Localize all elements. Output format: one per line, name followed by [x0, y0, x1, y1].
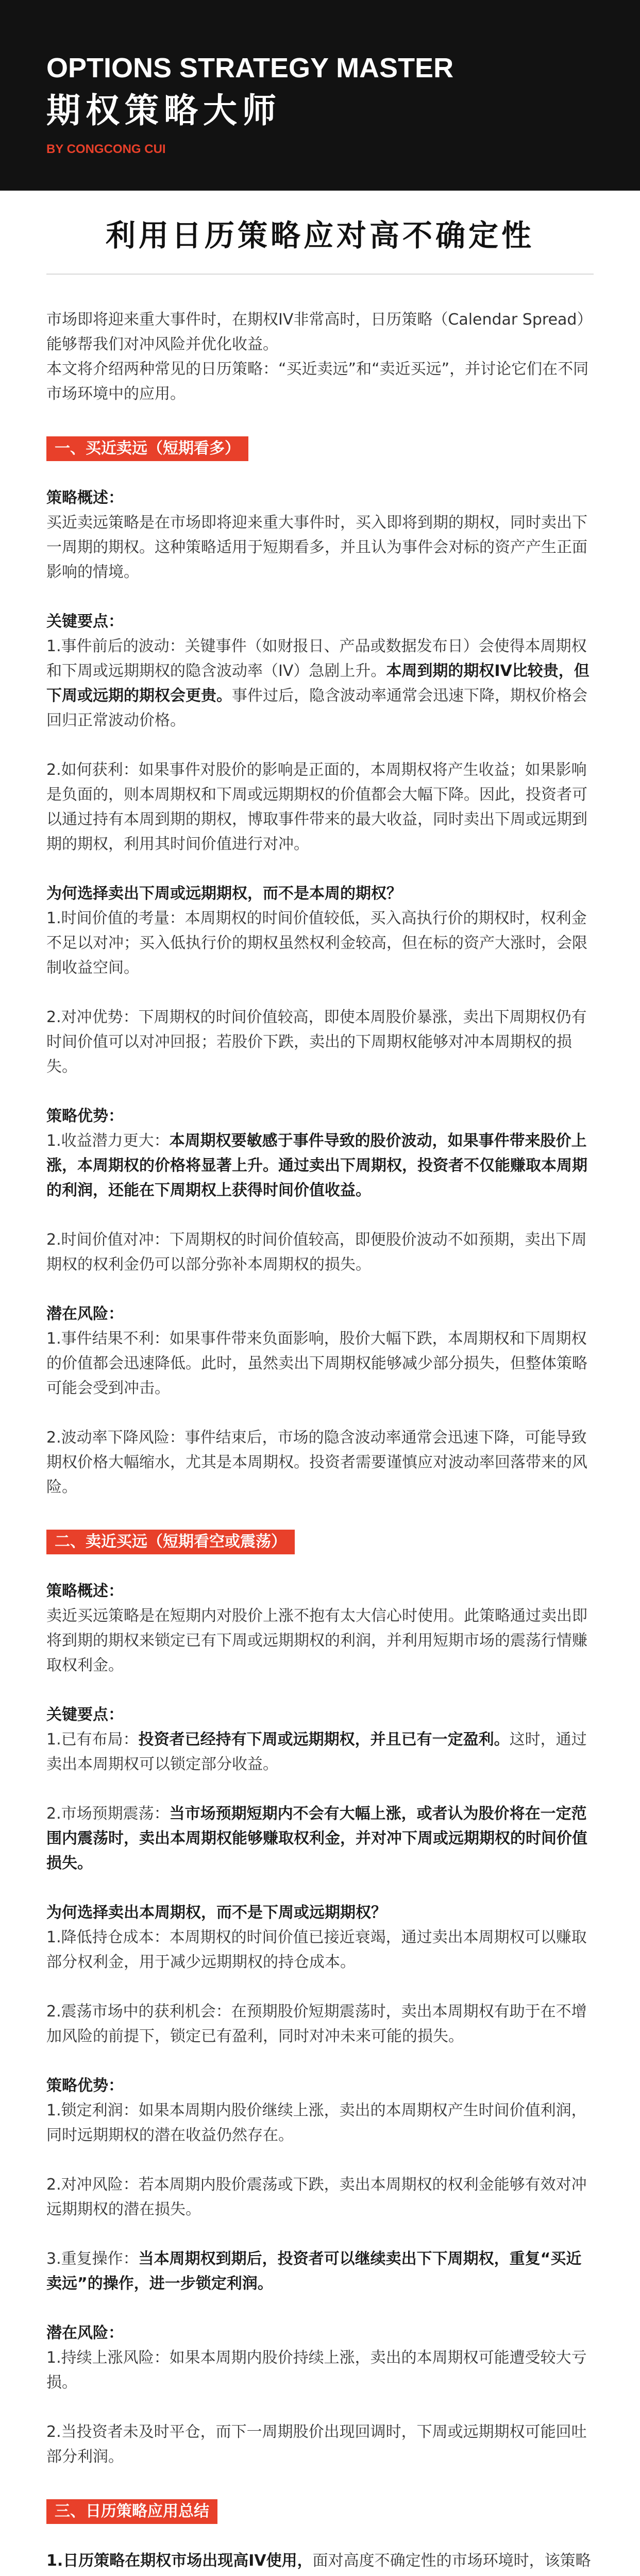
s1-kp-title: 关键要点： [46, 613, 124, 631]
s1-def-text: 买近卖远策略是在市场即将迎来重大事件时，买入即将到期的期权，同时卖出下一周期的期权。这种策略适用于短期看多，并且认为事件会对标的资产产生正面影响的情境。 [46, 514, 587, 582]
s2-kp1-a: 1.已有布局： [46, 1731, 139, 1749]
s1-kp1-b: 本周到期的期权IV比较贵，但下周或远期的期权会更贵。 [46, 662, 590, 705]
s1-adv1-b: 本周期权要敏感于事件导致的股价波动，如果事件带来股价上涨，本周期权的价格将显著上升。通过卖出下周期权，投资者不仅能赚取本周期的利润，还能在下周期权上获得时间价值收益。 [46, 1132, 587, 1200]
s1-risks [46, 1302, 594, 1500]
s2-risk2: 2.当投资者未及时平仓，而下一周期股价出现回调时，下周或远期期权可能回吐部分利润。 [46, 2423, 587, 2466]
s2-kp2-b: 当市场预期短期内不会有大幅上涨，或者认为股价将在一定范围内震荡时，卖出本周期权能够赚取权利金，并对冲下周或远期期权的时间价值损失。 [46, 1805, 587, 1873]
s2-adv2: 2.对冲风险：若本周期内股价震荡或下跌，卖出本周期权的权利金能够有效对冲远期期权的潜在损失。 [46, 2176, 587, 2219]
s1-def-title: 策略概述： [46, 489, 124, 507]
s1-risk2: 2.波动率下降风险：事件结束后，市场的隐含波动率通常会迅速下降，可能导致期权价格大幅缩水，尤其是本周期权。投资者需要谨慎应对波动率回落带来的风险。 [46, 1429, 587, 1497]
s1-kp2: 2.如何获利：如果事件对股价的影响是正面的，本周期权将产生收益；如果影响是负面的，则本周期权和下周或远期期权的价值都会大幅下降。因此，投资者可以通过持有本周到期的期权，博取事件带来的最大收益，同时卖出下周或远期到期的期权，利用其时间价值进行对冲。 [46, 761, 587, 854]
s1-risk-title: 潜在风险： [46, 1305, 124, 1324]
s3-p1-b: 面对高度不确定性的市场环境时，该策略 [312, 2552, 591, 2570]
s2-definition [46, 1579, 594, 1678]
s1-advantages [46, 1104, 594, 1277]
s1-adv1-a: 1.收益潜力更大： [46, 1132, 170, 1150]
s2-why [46, 1901, 594, 2049]
intro-line-1: 市场即将迎来重大事件时，在期权IV非常高时，日历策略（Calendar Spread）能够帮我们对冲风险并优化收益。 [46, 311, 593, 354]
s1-adv1 [46, 1129, 594, 1203]
s2-adv-title: 策略优势： [46, 2077, 124, 2095]
s2-adv3 [46, 2247, 594, 2296]
s1-adv2: 2.时间价值对冲：下周期权的时间价值较高，即便股价波动不如预期，卖出下周期权的权利金仍可以部分弥补本周期权的损失。 [46, 1231, 587, 1274]
s1-why2: 2.对冲优势：下周期权的时间价值较高，即使本周股价暴涨，卖出下周期权仍有时间价值可以对冲回报；若股价下跌，卖出的下周期权能够对冲本周期权的损失。 [46, 1008, 587, 1076]
s2-def-title: 策略概述： [46, 1582, 124, 1601]
s2-kp1 [46, 1727, 594, 1777]
s1-definition [46, 486, 594, 585]
s2-kp1-c: 这时，通过卖出本周期权可以锁定部分收益。 [46, 1731, 587, 1774]
s3-p1-a: 1.日历策略在期权市场出现高IV使用， [46, 2552, 313, 2570]
s2-kp-title: 关键要点： [46, 1706, 124, 1724]
article-title-block [0, 191, 640, 275]
s2-risks [46, 2321, 594, 2469]
s1-risk1: 1.事件结果不利：如果事件带来负面影响，股价大幅下跌，本周期权和下周期权的价值都会迅速降低。此时，虽然卖出下周期权能够减少部分损失，但整体策略可能会受到冲击。 [46, 1330, 587, 1398]
intro-line-2: 本文将介绍两种常见的日历策略：“买近卖远”和“卖近买远”，并讨论它们在不同市场环境中的应用。 [46, 360, 589, 403]
s2-why2: 2.震荡市场中的获利机会：在预期股价短期震荡时，卖出本周期权有助于在不增加风险的前提下，锁定已有盈利，同时对冲未来可能的损失。 [46, 2003, 587, 2046]
banner-byline: BY CONGCONG CUI [46, 142, 166, 156]
section-heading-2: 二、卖近买远（短期看空或震荡） [46, 1530, 295, 1554]
s2-why-title: 为何选择卖出本周期权，而不是下周或远期期权？ [46, 1904, 386, 1922]
s2-adv3-a: 3.重复操作： [46, 2250, 139, 2268]
s1-kp1-a: 1.事件前后的波动：关键事件（如财报日、产品或数据发布日）会使得本周期权和下周或远期期权的隐含波动率（IV）急剧上升。 [46, 637, 587, 681]
banner-title-cn: 期权策略大师 [46, 90, 281, 130]
s2-why1: 1.降低持仓成本：本周期权的时间价值已接近衰竭，通过卖出本周期权可以赚取部分权利金，用于减少远期期权的持仓成本。 [46, 1928, 587, 1972]
header-banner [0, 0, 640, 191]
intro-paragraph [46, 308, 594, 406]
s2-adv1: 1.锁定利润：如果本周期内股价继续上涨，卖出的本周期权产生时间价值利润，同时远期期权的潜在收益仍然存在。 [46, 2102, 587, 2145]
s1-why-title: 为何选择卖出下周或远期期权，而不是本周的期权？ [46, 885, 402, 903]
s2-def-text: 卖近买远策略是在短期内对股价上涨不抱有太大信心时使用。此策略通过卖出即将到期的期权来锁定已有下周或远期期权的利润，并利用短期市场的震荡行情赚取权利金。 [46, 1607, 587, 1675]
article-body [0, 275, 640, 2576]
banner-title-en: OPTIONS STRATEGY MASTER [46, 53, 454, 83]
s3-summary-1 [46, 2549, 594, 2576]
section-heading-1: 一、买近卖远（短期看多） [46, 436, 248, 461]
s2-kp2 [46, 1802, 594, 1876]
s1-adv-title: 策略优势： [46, 1107, 124, 1126]
s2-kp1-b: 投资者已经持有下周或远期期权，并且已有一定盈利。 [138, 1731, 510, 1749]
s1-kp1 [46, 634, 594, 733]
s2-advantages [46, 2074, 594, 2296]
s1-why [46, 882, 594, 1079]
s2-risk-title: 潜在风险： [46, 2324, 124, 2343]
s2-risk1: 1.持续上涨风险：如果本周期内股价持续上涨，卖出的本周期权可能遭受较大亏损。 [46, 2349, 587, 2392]
s1-key-points [46, 609, 594, 857]
s2-key-points [46, 1703, 594, 1876]
article-title: 利用日历策略应对高不确定性 [105, 218, 534, 253]
s1-why1: 1.时间价值的考量：本周期权的时间价值较低，买入高执行价的期权时，权利金不足以对冲；买入低执行价的期权虽然权利金较高，但在标的资产大涨时，会限制收益空间。 [46, 909, 587, 977]
s2-kp2-a: 2.市场预期震荡： [46, 1805, 170, 1823]
s2-adv3-b: 当本周期权到期后，投资者可以继续卖出下下周期权，重复“买近卖远”的操作，进一步锁定利润。 [46, 2250, 582, 2293]
section-heading-3: 三、日历策略应用总结 [46, 2499, 217, 2524]
s1-kp1-c: 事件过后，隐含波动率通常会迅速下降，期权价格会回归正常波动价格。 [46, 687, 587, 730]
